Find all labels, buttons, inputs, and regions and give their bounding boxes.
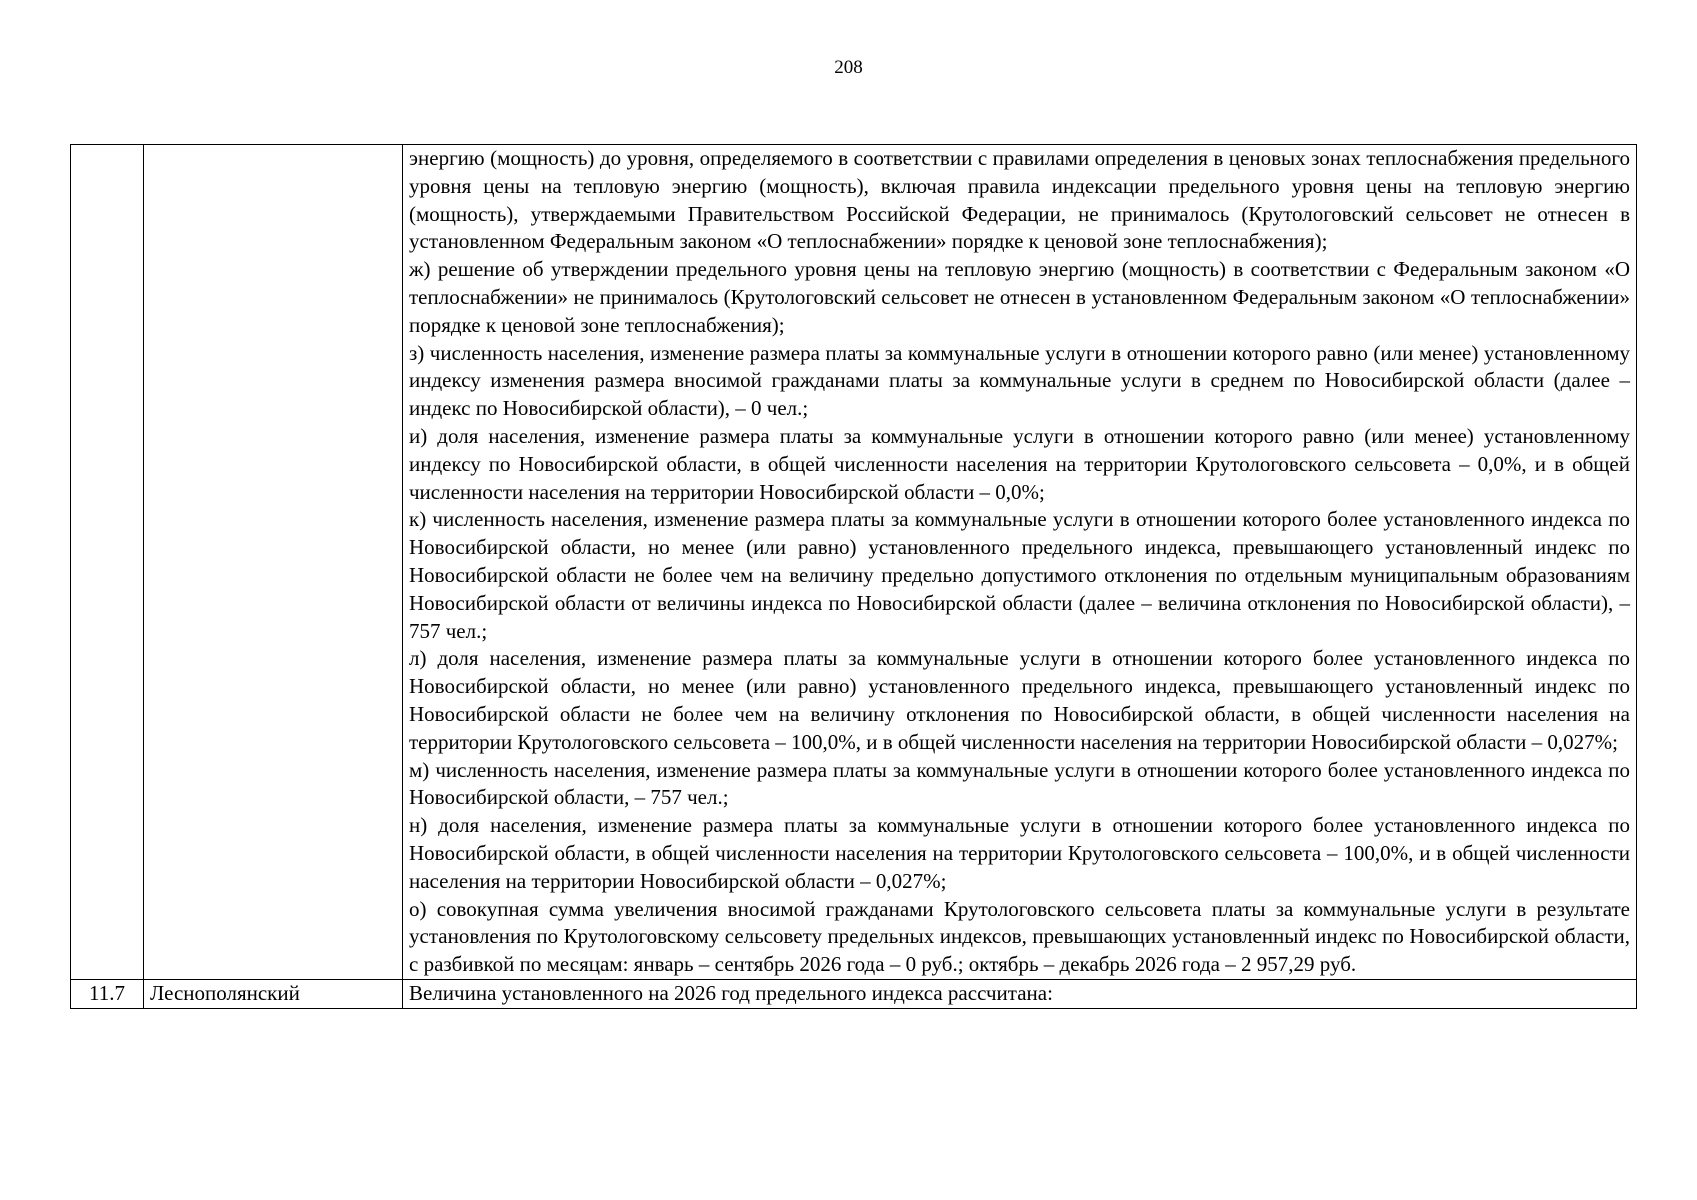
paragraph-z: з) численность населения, изменение размера платы за коммунальные услуги в отношении которого равно (или менее) установленному индексу изменения размера вносимой гражданами платы за коммунальные услуги в среднем по Новосибирской области (далее – индекс по Новосибирской области), – 0 чел.; (409, 340, 1630, 421)
paragraph-k: к) численность населения, изменение размера платы за коммунальные услуги в отношении которого более установленного индекса по Новосибирской области, но менее (или равно) установленного предельного индекса, превышающего установленный индекс по Новосибирской области не более чем на величину предельно допустимого отклонения по отдельным муниципальным образованиям Новосибирской области от величины индекса по Новосибирской области (далее – величина отклонения по Новосибирской области), – 757 чел.; (409, 507, 1630, 643)
paragraph-l: л) доля населения, изменение размера платы за коммунальные услуги в отношении которого более установленного индекса по Новосибирской области, но менее (или равно) установленного предельного индекса, превышающего установленный индекс по Новосибирской области не более чем на величину отклонения по Новосибирской области, в общей численности населения на территории Крутологовского сельсовета – 100,0%, и в общей численности населения на территории Новосибирской области – 0,027%; (409, 646, 1630, 754)
indices-table (70, 144, 1637, 1009)
row-number-cell: 11.7 (71, 979, 144, 1008)
paragraph-i: и) доля населения, изменение размера платы за коммунальные услуги в отношении которого равно (или менее) установленному индексу по Новосибирской области, в общей численности населения на территории Крутологовского сельсовета – 0,0%, и в общей численности населения на территории Новосибирской области – 0,0%; (409, 423, 1630, 504)
page-number: 208 (834, 57, 863, 78)
description-cell (403, 145, 1637, 980)
paragraph-m: м) численность населения, изменение размера платы за коммунальные услуги в отношении которого более установленного индекса по Новосибирской области, – 757 чел.; (409, 757, 1630, 810)
municipality-name-cell: Леснополянский (144, 979, 403, 1008)
description-cell (403, 979, 1637, 1008)
municipality-name-cell (144, 145, 403, 980)
paragraph: Величина установленного на 2026 год предельного индекса рассчитана: (409, 980, 1053, 1005)
table-row (71, 979, 1637, 1008)
table-row (71, 145, 1637, 980)
paragraph-zh: ж) решение об утверждении предельного уровня цены на тепловую энергию (мощность) в соответствии с Федеральным законом «О теплоснабжении» не принималось (Крутологовский сельсовет не отнесен в установленном Федеральным законом «О теплоснабжении» порядке к ценовой зоне теплоснабжения); (409, 257, 1630, 337)
paragraph-n: н) доля населения, изменение размера платы за коммунальные услуги в отношении которого более установленного индекса по Новосибирской области, в общей численности населения на территории Крутологовского сельсовета – 100,0%, и в общей численности населения на территории Новосибирской области – 0,027%; (409, 813, 1630, 893)
paragraph-o: о) совокупная сумма увеличения вносимой гражданами Крутологовского сельсовета платы за коммунальные услуги в результате установления по Крутологовскому сельсовету предельных индексов, превышающих установленный индекс по Новосибирской области, с разбивкой по месяцам: январь – сентябрь 2026 года – 0 руб.; октябрь – декабрь 2026 года – 2 957,29 руб. (409, 896, 1630, 977)
paragraph: энергию (мощность) до уровня, определяемого в соответствии с правилами определения в ценовых зонах теплоснабжения предельного уровня цены на тепловую энергию (мощность), включая правила индексации предельного уровня цены на тепловую энергию (мощность), утверждаемыми Правительством Российской Федерации, не принималось (Крутологовский сельсовет не отнесен в установленном Федеральным законом «О теплоснабжении» порядке к ценовой зоне теплоснабжения); (409, 146, 1630, 254)
row-number-cell (71, 145, 144, 980)
